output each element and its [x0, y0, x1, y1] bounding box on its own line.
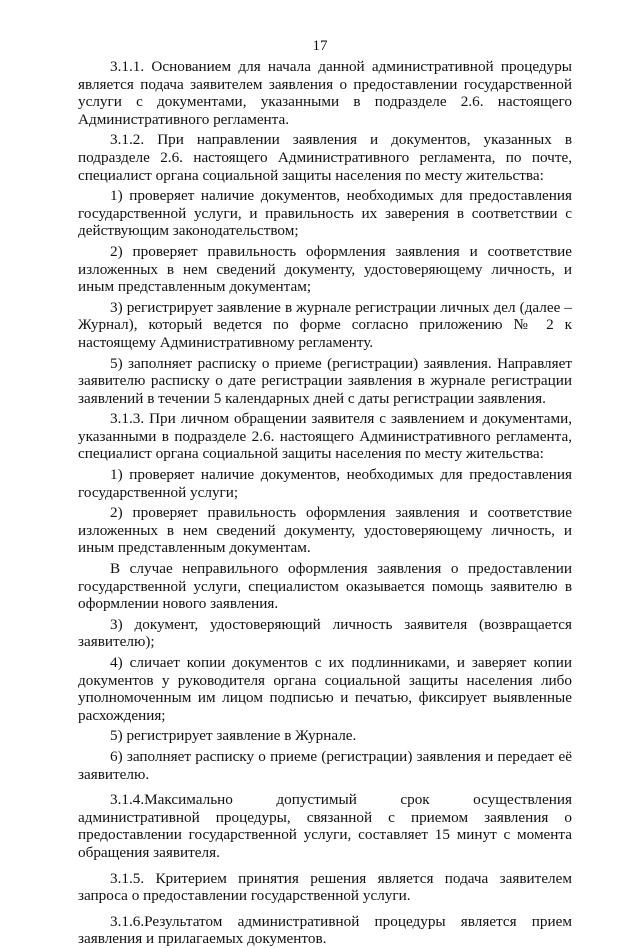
paragraph-note: В случае неправильного оформления заявления о предоставлении государственной услуги, специалистом оказывается помощь заявителю в оформлении нового заявления. — [78, 560, 572, 613]
list-item: 2) проверяет правильность оформления заявления и соответствие изложенных в нем сведений документу, удостоверяющему личность, и иным представленным документам; — [78, 242, 572, 296]
paragraph-3-1-5: 3.1.5. Критерием принятия решения является подача заявителем запроса о предоставлении государственной услуги. — [78, 869, 572, 905]
list-item: 1) проверяет наличие документов, необходимых для предоставления государственной услуги; — [78, 466, 572, 501]
paragraph-3-1-4: 3.1.4.Максимально допустимый срок осуществления административной процедуры, связанной с приемом заявления о предоставлении государственной услуги, составляет 15 минут с момента обращения заявителя. — [78, 791, 572, 861]
list-item: 5) регистрирует заявление в Журнале. — [110, 727, 357, 745]
list-item: 4) сличает копии документов с их подлинниками, и заверяет копии документов у руководителя органа социальной защиты населения либо уполномоченным им лицом подписью и печатью, фиксирует выявленные расхождения; — [78, 654, 572, 724]
document-body — [78, 58, 572, 948]
paragraph-3-1-1: 3.1.1. Основанием для начала данной административной процедуры является подача заявителем заявления о предоставлении государственной услуги с документами, указанными в подразделе 2.6. настоящего Административного регламента. — [78, 58, 572, 128]
list-item: 3) документ, удостоверяющий личность заявителя (возвращается заявителю); — [78, 615, 572, 651]
list-item: 1) проверяет наличие документов, необходимых для предоставления государственной услуги, и правильность их заверения в соответствии с действующим законодательством; — [78, 187, 572, 240]
page-number: 17 — [312, 38, 328, 54]
paragraph-3-1-3: 3.1.3. При личном обращении заявителя с заявлением и документами, указанными в подразделе 2.6. настоящего Административного регламента, специалист органа социальной защиты населения по месту жительства: — [78, 410, 572, 463]
list-item: 6) заполняет расписку о приеме (регистрации) заявления и передает её заявителю. — [78, 747, 572, 783]
list-item: 3) регистрирует заявление в журнале регистрации личных дел (далее – Журнал), который ведется по форме согласно приложению № 2 к настоящему Административному регламенту. — [78, 298, 572, 351]
list-item: 2) проверяет правильность оформления заявления и соответствие изложенных в нем сведений документу, удостоверяющему личность, и иным представленным документам. — [78, 504, 572, 557]
list-item: 5) заполняет расписку о приеме (регистрации) заявления. Направляет заявителю расписку о дате регистрации заявления в журнале регистрации заявлений в течении 5 календарных дней с даты регистрации заявления. — [78, 354, 572, 407]
paragraph-3-1-6: 3.1.6.Результатом административной процедуры является прием заявления и прилагаемых документов. — [78, 912, 572, 948]
paragraph-3-1-2: 3.1.2. При направлении заявления и документов, указанных в подразделе 2.6. настоящего Административного регламента, по почте, специалист органа социальной защиты населения по месту жительства: — [78, 131, 572, 184]
